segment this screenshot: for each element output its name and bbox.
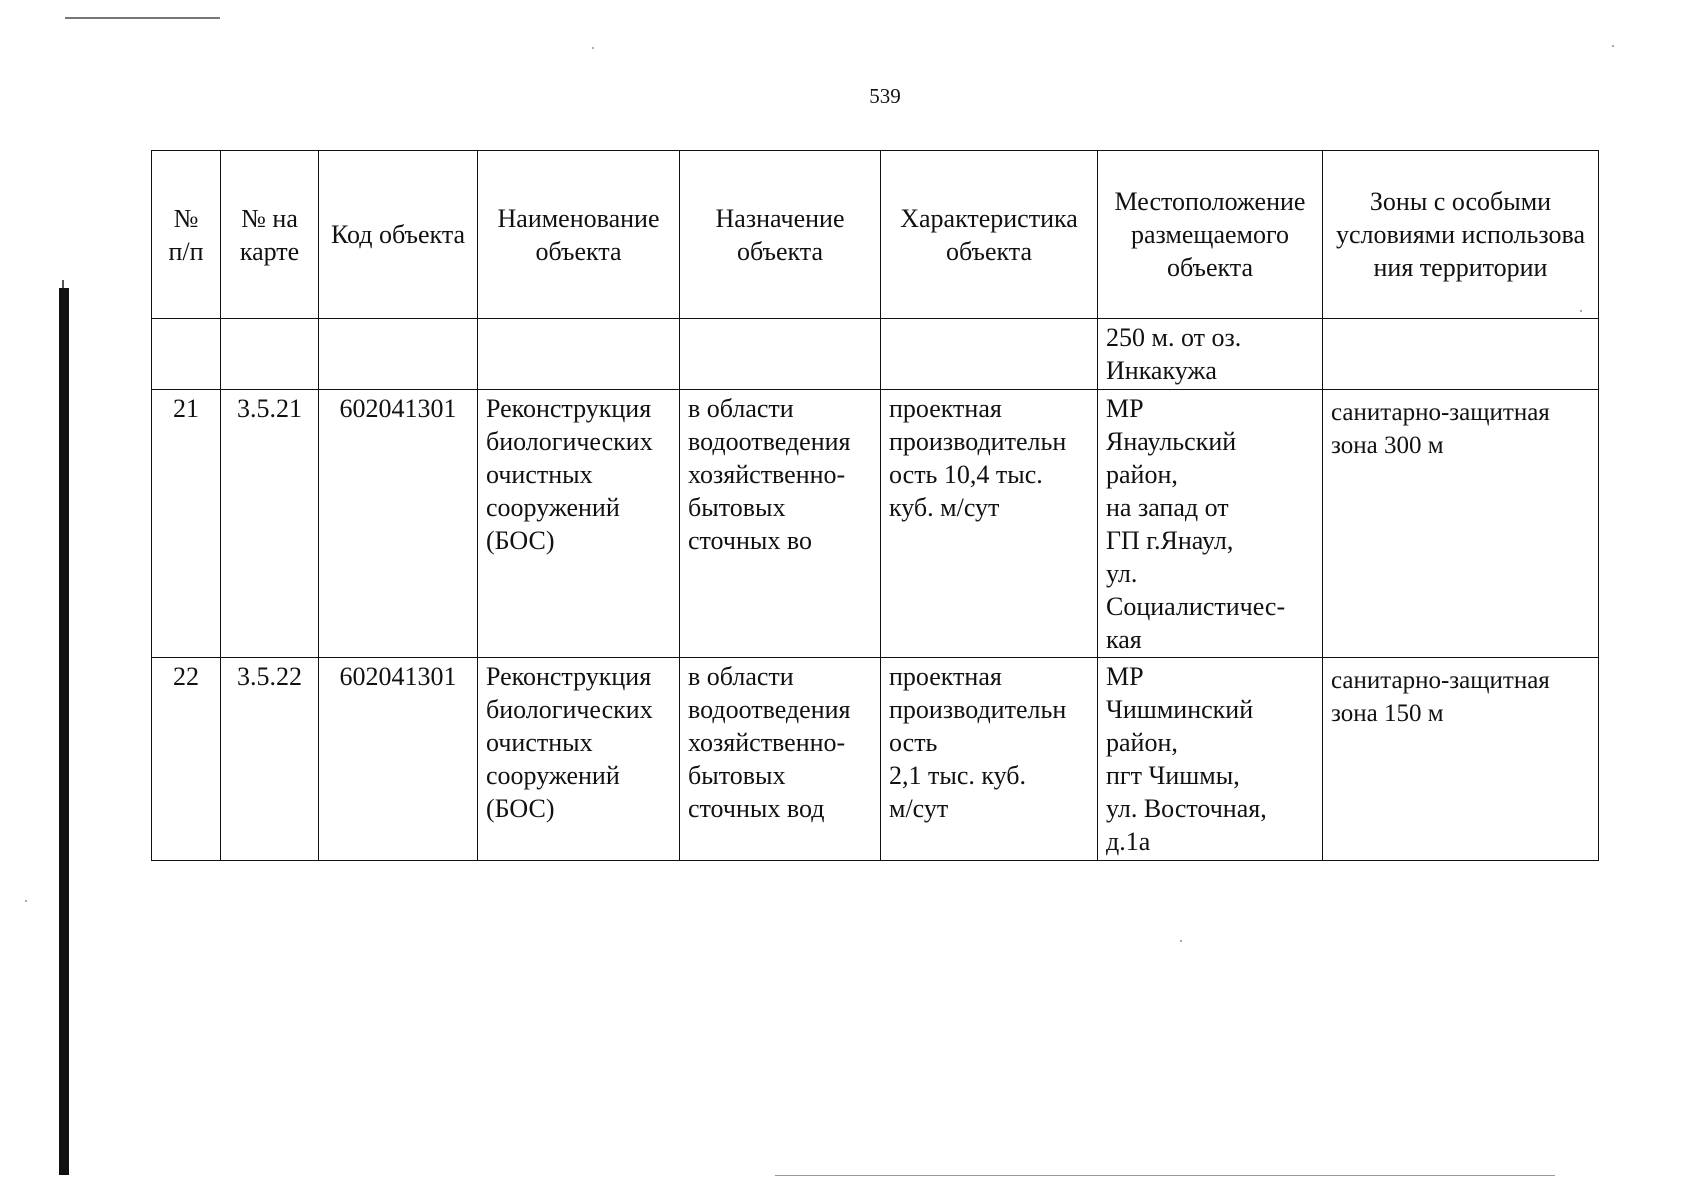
table-row — [152, 390, 1599, 658]
cell-name: Реконструкция биологических очистных сооружений (БОС) — [478, 658, 680, 861]
cell-purpose — [680, 319, 881, 390]
objects-table — [151, 150, 1599, 861]
cell-zones — [1323, 319, 1599, 390]
table-row — [152, 658, 1599, 861]
scan-speck — [592, 47, 594, 49]
cell-location: 250 м. от оз. Инкакужа — [1098, 319, 1323, 390]
scan-speck — [1612, 45, 1614, 47]
header-cell-map-no: № на карте — [221, 151, 319, 319]
page-number: 539 — [869, 84, 901, 108]
scan-speck — [1180, 940, 1182, 942]
header-cell-name: Наименование объекта — [478, 151, 680, 319]
scan-artifact-left-bar — [59, 288, 69, 1175]
header-cell-characteristic: Характеристика объекта — [881, 151, 1098, 319]
cell-purpose: в области водоотведения хозяйственно- бытовых сточных во — [680, 390, 881, 658]
cell-code — [319, 319, 478, 390]
scan-artifact-bottom-line — [775, 1175, 1555, 1176]
cell-code: 602041301 — [319, 658, 478, 861]
cell-no: 22 — [152, 658, 221, 861]
cell-map-no: 3.5.21 — [221, 390, 319, 658]
header-cell-location: Местоположение размещаемого объекта — [1098, 151, 1323, 319]
cell-location: МР Чишминский район, пгт Чишмы, ул. Восточная, д.1а — [1098, 658, 1323, 861]
cell-map-no — [221, 319, 319, 390]
cell-zones: санитарно-защитная зона 150 м — [1323, 658, 1599, 861]
header-cell-purpose: Назначение объекта — [680, 151, 881, 319]
cell-name — [478, 319, 680, 390]
cell-name: Реконструкция биологических очистных сооружений (БОС) — [478, 390, 680, 658]
cell-characteristic: проектная производительн ость 10,4 тыс. куб. м/сут — [881, 390, 1098, 658]
scan-artifact-top-line — [65, 17, 220, 19]
table-row — [152, 319, 1599, 390]
scan-speck — [25, 900, 27, 902]
cell-characteristic — [881, 319, 1098, 390]
cell-no — [152, 319, 221, 390]
header-cell-code: Код объекта — [319, 151, 478, 319]
cell-location: МР Янаульский район, на запад от ГП г.Янаул, ул. Социалистичес- кая — [1098, 390, 1323, 658]
cell-no: 21 — [152, 390, 221, 658]
table-header-row — [152, 151, 1599, 319]
cell-purpose: в области водоотведения хозяйственно- бытовых сточных вод — [680, 658, 881, 861]
header-cell-no: № п/п — [152, 151, 221, 319]
cell-code: 602041301 — [319, 390, 478, 658]
cell-characteristic: проектная производительн ость 2,1 тыс. куб. м/сут — [881, 658, 1098, 861]
cell-map-no: 3.5.22 — [221, 658, 319, 861]
header-cell-zones: Зоны с особыми условиями использова ния территории — [1323, 151, 1599, 319]
cell-zones: санитарно-защитная зона 300 м — [1323, 390, 1599, 658]
